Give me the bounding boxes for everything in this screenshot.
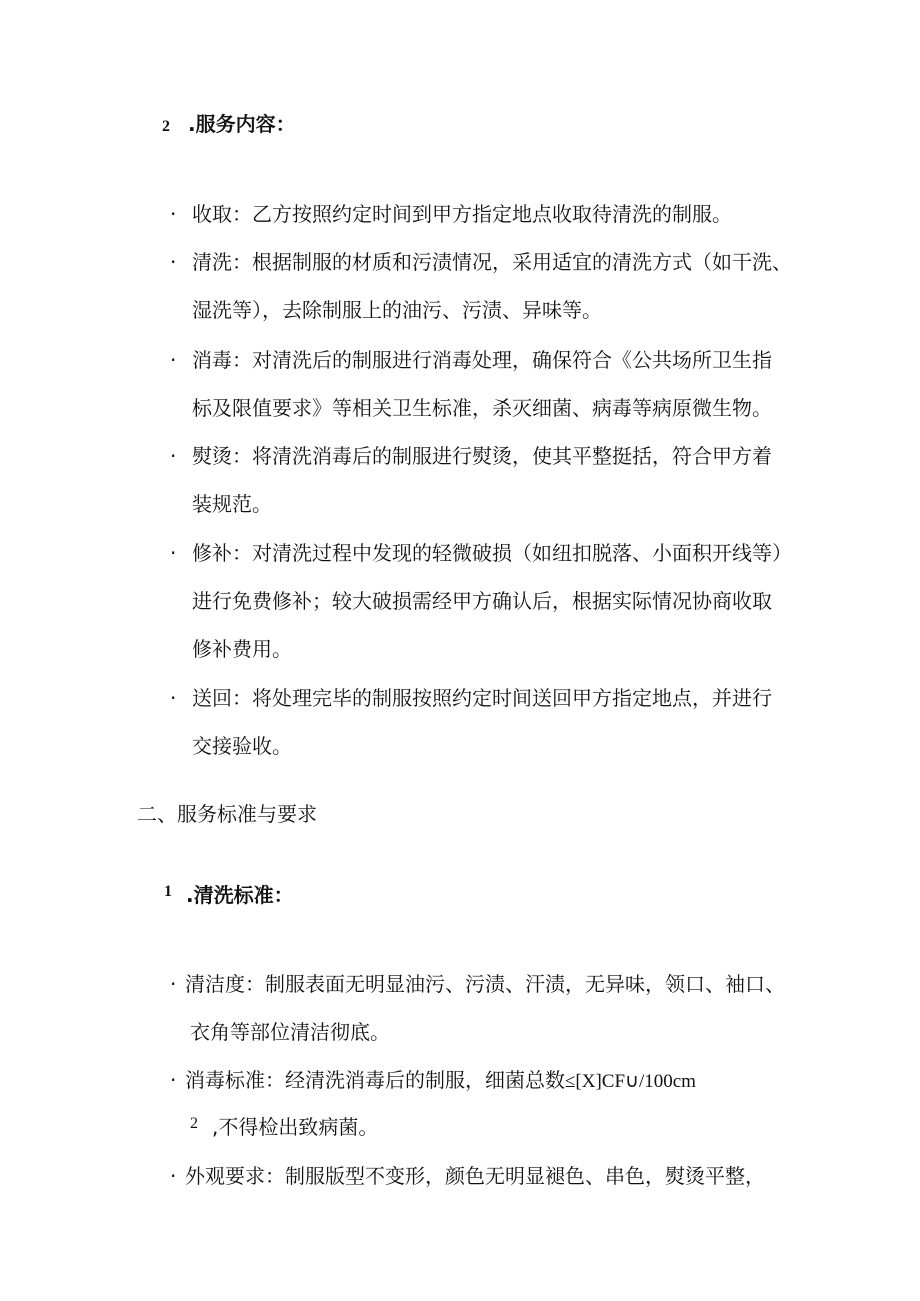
- bullet: ·: [170, 1164, 177, 1188]
- section-title: .清洗标准：: [186, 883, 294, 907]
- standard-text: 消毒标准：经清洗消毒后的制服，细菌总数: [185, 1068, 565, 1092]
- list-item-repair: [170, 539, 792, 567]
- bullet: ·: [170, 348, 177, 372]
- list-item-continuation: 进行免费修补；较大破损需经甲方确认后，根据实际情况协商收取: [192, 589, 772, 613]
- bullet: ·: [170, 686, 177, 710]
- standard-text: 外观要求：制服版型不变形，颜色无明显褪色、串色，熨烫平整，: [185, 1164, 765, 1188]
- standard-disinfection: [170, 1066, 696, 1096]
- section-number: 2: [162, 118, 170, 135]
- list-item-text: 熨烫：将清洗消毒后的制服进行熨烫，使其平整挺括，符合甲方着: [192, 444, 772, 468]
- list-item-wash: [170, 248, 792, 276]
- list-item-iron: [170, 442, 772, 470]
- superscript-two: 2: [190, 1115, 198, 1132]
- section-title: .服务内容：: [188, 112, 296, 136]
- bullet: ·: [170, 972, 177, 996]
- bacteria-limit-formula: ≤[X]CF∪/100cm: [565, 1071, 696, 1092]
- list-item-text: 修补：对清洗过程中发现的轻微破损（如纽扣脱落、小面积开线等）: [192, 541, 792, 565]
- chapter-heading-service-standards: 二、服务标准与要求: [137, 802, 317, 826]
- standard-continuation: [190, 1113, 378, 1144]
- list-item-continuation: 装规范。: [192, 492, 272, 516]
- list-item-collect: [170, 200, 732, 228]
- list-item-text: 清洗：根据制服的材质和污渍情况，采用适宜的清洗方式（如干洗、: [192, 250, 792, 274]
- bullet: ·: [170, 1068, 177, 1092]
- list-item-continuation: 湿洗等），去除制服上的油污、污渍、异味等。: [192, 298, 602, 322]
- standard-text: 清洁度：制服表面无明显油污、污渍、汗渍，无异味，领口、袖口、: [185, 972, 785, 996]
- list-item-return: [170, 684, 772, 712]
- standard-cleanliness: [170, 970, 785, 998]
- bullet: ·: [170, 444, 177, 468]
- standard-appearance: [170, 1162, 765, 1190]
- list-item-continuation: 标及限值要求》等相关卫生标准，杀灭细菌、病毒等病原微生物。: [192, 396, 772, 420]
- bullet: ·: [170, 541, 177, 565]
- list-item-continuation: 修补费用。: [192, 637, 292, 661]
- section-number: 1: [164, 883, 172, 900]
- section-heading-service-content: [162, 110, 296, 141]
- list-item-continuation: 交接验收。: [192, 734, 292, 758]
- section-heading-cleaning-standards: [164, 881, 294, 912]
- bullet: ·: [170, 250, 177, 274]
- bullet: ·: [170, 202, 177, 226]
- list-item-text: 消毒：对清洗后的制服进行消毒处理，确保符合《公共场所卫生指: [192, 348, 772, 372]
- list-item-text: 收取：乙方按照约定时间到甲方指定地点收取待清洗的制服。: [192, 202, 732, 226]
- standard-text: ,不得检出致病菌。: [212, 1115, 379, 1139]
- list-item-text: 送回：将处理完毕的制服按照约定时间送回甲方指定地点，并进行: [192, 686, 772, 710]
- list-item-disinfect: [170, 346, 772, 374]
- standard-continuation: 衣角等部位清洁彻底。: [190, 1020, 390, 1044]
